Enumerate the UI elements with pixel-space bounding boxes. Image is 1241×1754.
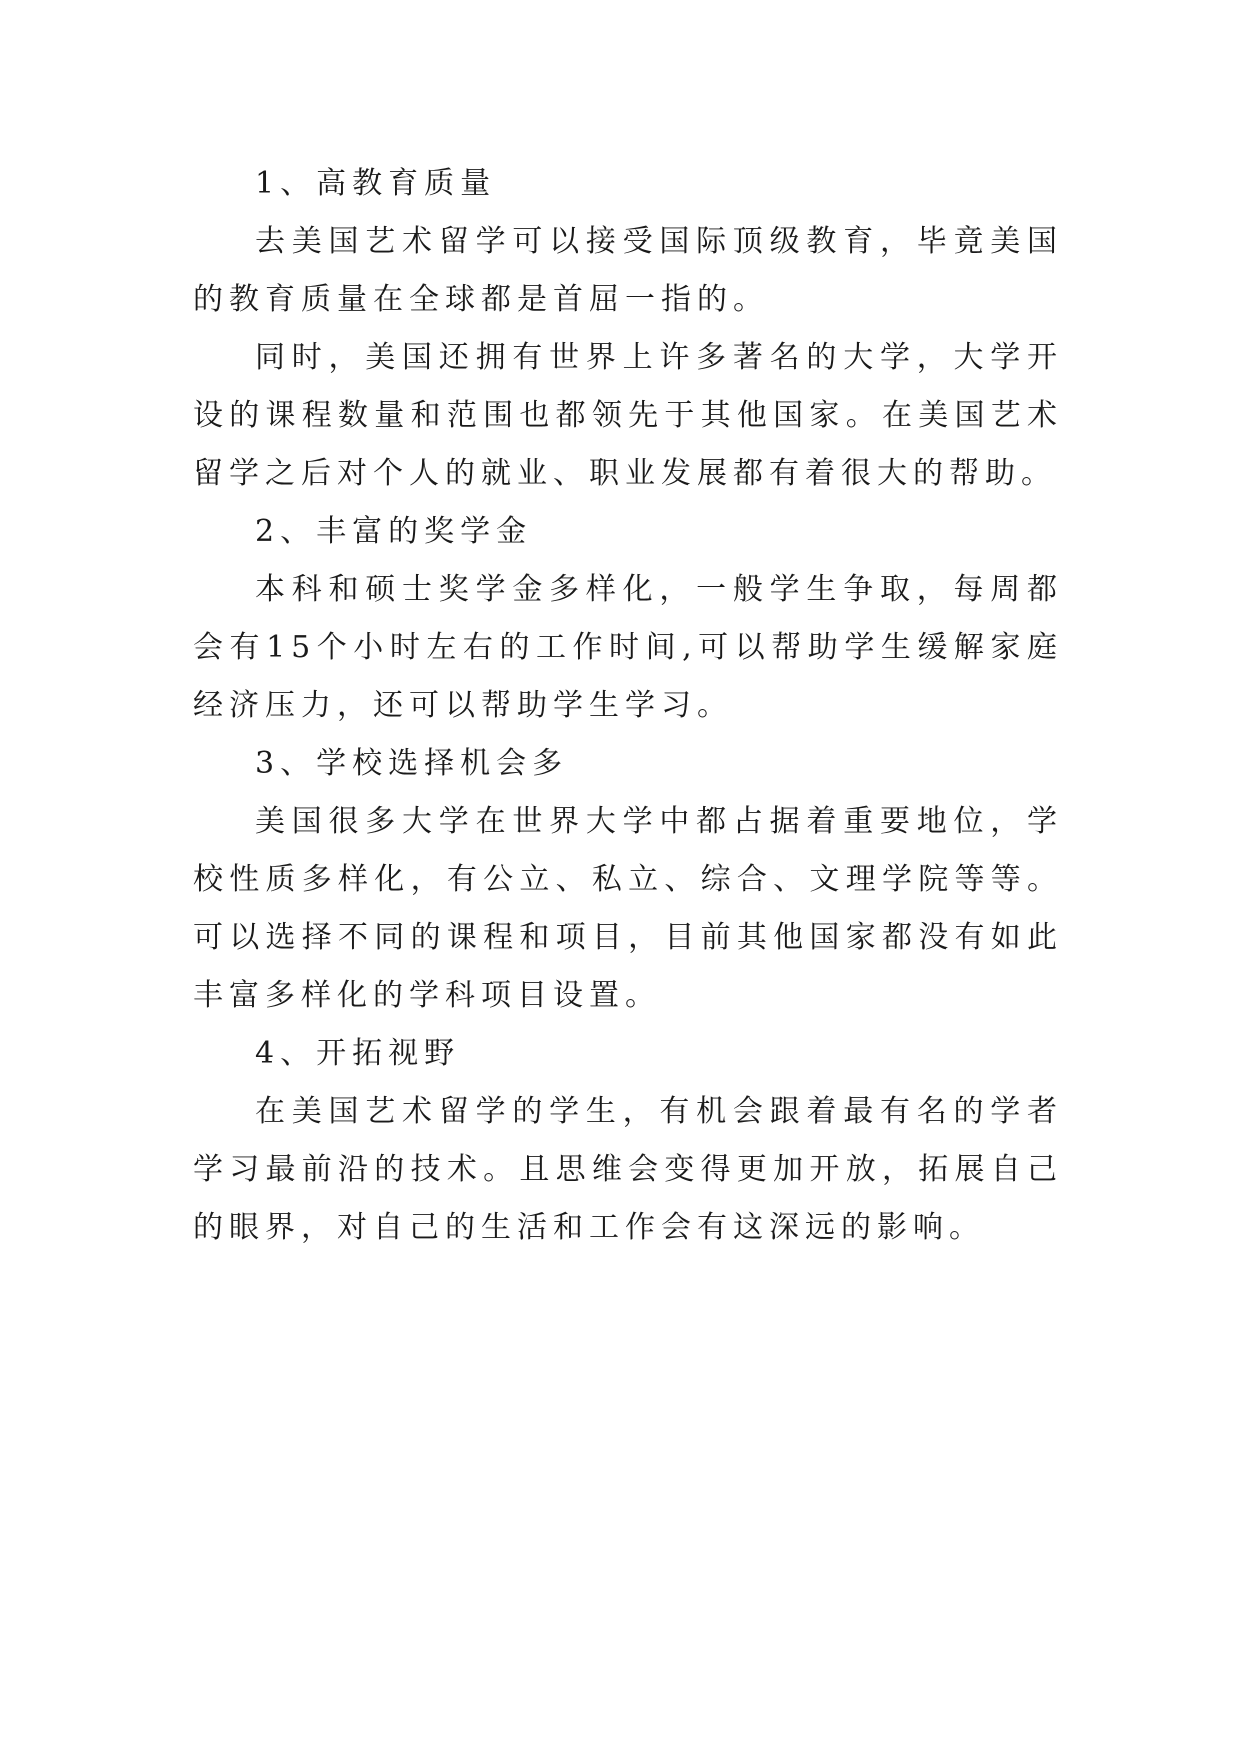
section-heading-1: 1、高教育质量 <box>255 166 497 201</box>
document-body <box>193 155 1063 1257</box>
section-heading-3: 3、学校选择机会多 <box>255 746 569 781</box>
section-3-paragraph-1: 美国很多大学在世界大学中都占据着重要地位，学校性质多样化，有公立、私立、综合、文理学院等等。可以选择不同的课程和项目，目前其他国家都没有如此丰富多样化的学科项目设置。 <box>193 804 1063 1013</box>
section-1-paragraph-1: 去美国艺术留学可以接受国际顶级教育，毕竟美国的教育质量在全球都是首屈一指的。 <box>193 224 1063 317</box>
section-heading-4: 4、开拓视野 <box>255 1036 461 1071</box>
section-heading-2: 2、丰富的奖学金 <box>255 514 533 549</box>
section-2-paragraph-1: 本科和硕士奖学金多样化，一般学生争取，每周都会有15个小时左右的工作时间,可以帮助学生缓解家庭经济压力，还可以帮助学生学习。 <box>193 572 1063 723</box>
section-1-paragraph-2: 同时，美国还拥有世界上许多著名的大学，大学开设的课程数量和范围也都领先于其他国家。在美国艺术留学之后对个人的就业、职业发展都有着很大的帮助。 <box>193 340 1063 491</box>
section-4-paragraph-1: 在美国艺术留学的学生，有机会跟着最有名的学者学习最前沿的技术。且思维会变得更加开放，拓展自己的眼界，对自己的生活和工作会有这深远的影响。 <box>193 1094 1063 1245</box>
